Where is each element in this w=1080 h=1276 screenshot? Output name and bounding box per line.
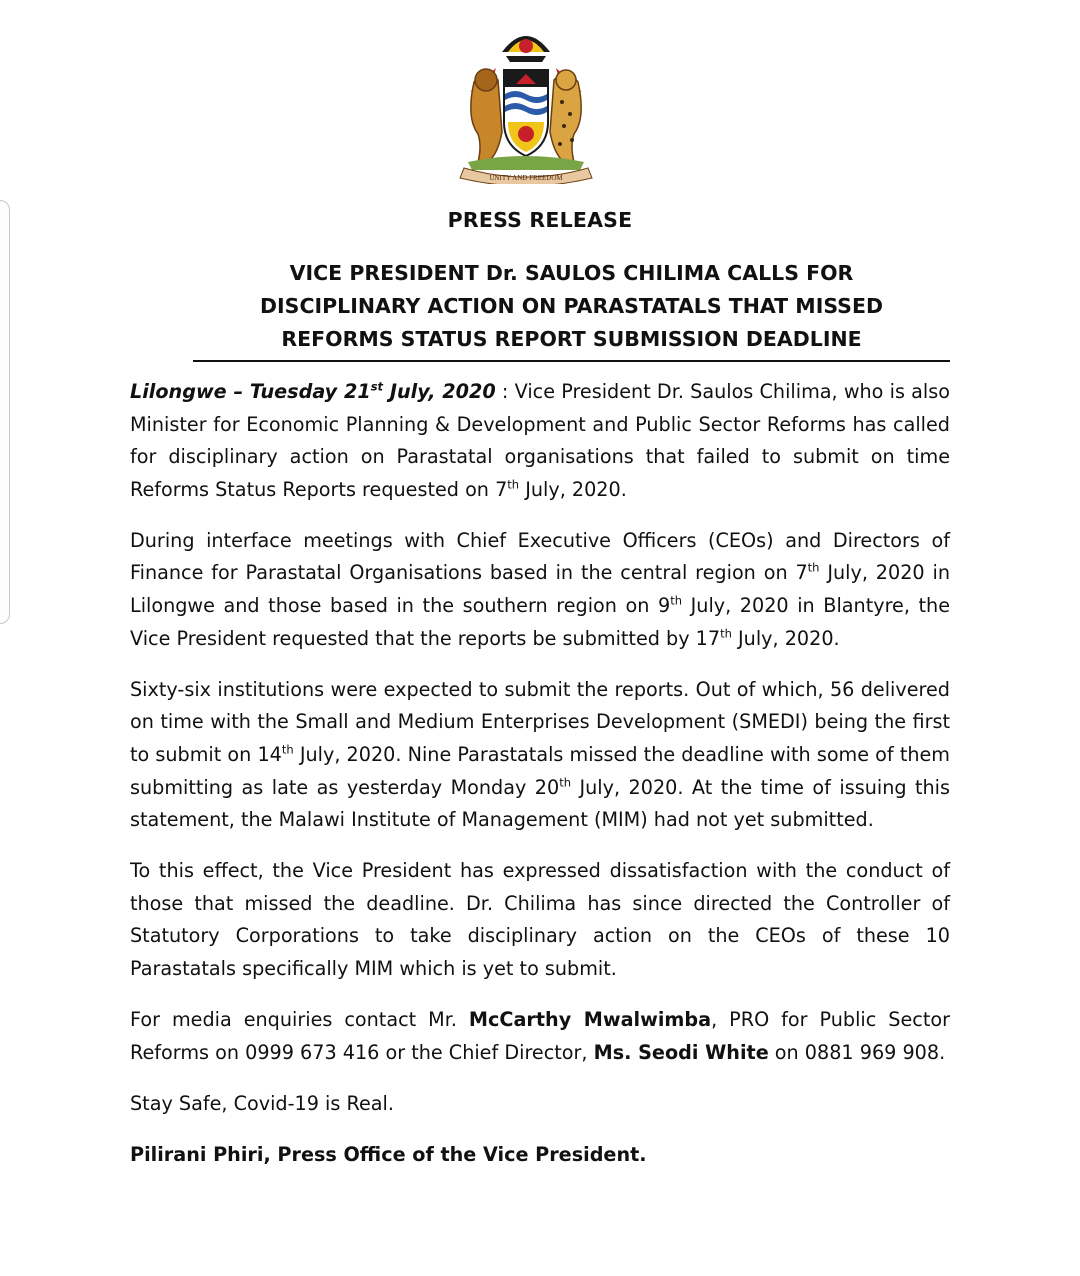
paragraph-4: To this effect, the Vice President has expressed dissatisfaction with the conduct of those that missed the deadline. Dr. Chilima has since directed the Controller of Statutory Corporations to take disciplinary action on the CEOs of these 10 Parastatals specifically MIM which is yet to submit. — [130, 859, 950, 980]
ordinal-suffix: th — [720, 626, 732, 641]
paragraph-1 — [130, 376, 950, 506]
ordinal-suffix: th — [807, 561, 820, 576]
signature: Pilirani Phiri, Press Office of the Vice President. — [130, 1142, 647, 1166]
paragraph-text: July, 2020. — [731, 626, 840, 650]
contact-name: McCarthy Mwalwimba — [468, 1008, 712, 1032]
paragraph-text: : Vice President Dr. Saulos Chilima, who is also Minister for Economic Planning & Development and Public Sector Reforms has called for disciplinary action on Parastatal organisations that failed to submit on time Reforms Status Reports requested on 7 — [130, 380, 950, 501]
dateline — [130, 380, 496, 403]
ordinal-suffix: th — [559, 775, 572, 790]
paragraph-2 — [130, 525, 950, 655]
headline-line: REFORMS STATUS REPORT SUBMISSION DEADLINE — [281, 327, 862, 351]
headline-line: DISCIPLINARY ACTION ON PARASTATALS THAT MISSED — [260, 294, 883, 318]
dateline-text: Lilongwe – Tuesday 21 — [130, 380, 371, 403]
headline — [193, 257, 950, 362]
paragraph-6: Stay Safe, Covid-19 is Real. — [130, 1091, 394, 1115]
paragraph-3 — [130, 674, 950, 837]
paragraph-5 — [130, 1004, 950, 1069]
paragraph-text: During interface meetings with Chief Executive Officers (CEOs) and Directors of Finance for Parastatal Organisations based in the central region on 7 — [130, 528, 950, 585]
paragraph-text: , PRO for Public Sector Reforms on 0999 673 416 or the Chief Director, — [130, 1008, 950, 1064]
document-title: PRESS RELEASE — [447, 208, 633, 232]
ordinal-suffix: th — [670, 593, 683, 608]
paragraph-text: For media enquiries contact Mr. — [130, 1008, 469, 1032]
paragraph-text: on 0881 969 908. — [768, 1040, 946, 1064]
paragraph-text: July, 2020. Nine Parastatals missed the deadline with some of them submitting as late as yesterday Monday 20 — [130, 742, 950, 799]
motto-text: UNITY AND FREEDOM — [489, 174, 563, 182]
headline-line: VICE PRESIDENT Dr. SAULOS CHILIMA CALLS FOR — [289, 261, 854, 285]
paragraph-text: Sixty-six institutions were expected to submit the reports. Out of which, 56 delivered on time with the Small and Medium Enterprises Development (SMEDI) being the first to submit on 14 — [130, 677, 950, 766]
shield — [504, 70, 548, 156]
paragraph-text: July, 2020 in Lilongwe and those based in the southern region on 9 — [130, 561, 950, 618]
dateline-text: July, 2020 — [383, 380, 496, 403]
ordinal-suffix: th — [281, 742, 294, 757]
motto-ribbon — [460, 168, 592, 184]
paragraph-text: July, 2020. At the time of issuing this statement, the Malawi Institute of Management (MIM) had not yet submitted. — [130, 775, 951, 832]
paragraph-text: July, 2020 in Blantyre, the Vice President requested that the reports be submitted by 17 — [130, 594, 951, 650]
coat-of-arms-emblem — [452, 22, 600, 184]
crest-sun — [502, 36, 550, 62]
ordinal-suffix: st — [370, 379, 384, 394]
ordinal-suffix: th — [507, 477, 520, 492]
page-edge-tab — [0, 200, 10, 624]
paragraph-text: July, 2020. — [519, 477, 627, 501]
contact-name: Ms. Seodi White — [593, 1040, 769, 1064]
lion-supporter — [471, 69, 502, 162]
body-text — [130, 376, 950, 1190]
leopard-supporter — [550, 70, 581, 162]
